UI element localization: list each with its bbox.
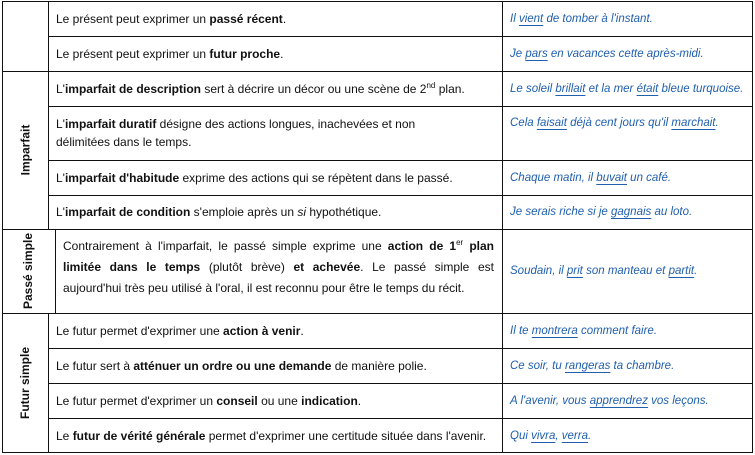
conjugated-verb: buvait [596,171,627,184]
section-label-imparfait: Imparfait [18,124,32,176]
section-label-futur-simple: Futur simple [18,346,33,420]
definition-cell: Le futur de vérité générale permet d'exprimer une certitude située dans l'avenir. [56,428,487,443]
conjugated-verb: partit [668,265,695,277]
definition-cell: Contrairement à l'imparfait, le passé simple exprime une action de 1er plan limitée dans le temps (plutôt brève) et achevée. Le passé simple est aujourd'hui très peu utilisé à l'oral, il est reconnu pour être le temps du récit. [63,238,495,295]
definition-cell: L'imparfait de condition s'emploie après un si hypothétique. [56,205,382,219]
example-cell: Qui vivra, verra. [510,429,592,442]
definition-cell: L'imparfait duratif désigne des actions longues, inachevées et non délimitées dans le temps. [56,117,416,149]
conjugated-verb: faisait [536,117,567,129]
example-cell: Chaque matin, il buvait un café. [510,171,672,184]
example-cell: Je serais riche si je gagnais au loto. [510,206,693,218]
example-cell: Cela faisait déjà cent jours qu'il marchait. [510,117,719,129]
conjugated-verb: gagnais [610,206,652,218]
definition-cell: L'imparfait de description sert à décrire un décor ou une scène de 2nd plan. [56,80,465,96]
definition-cell: Le futur sert à atténuer un ordre ou une demande de manière polie. [56,358,427,373]
conjugated-verb: verra [561,429,588,442]
example-cell: Je pars en vacances cette après-midi. [510,47,704,60]
conjugated-verb: vivra [531,429,556,442]
example-cell: A l'avenir, vous apprendrez vos leçons. [510,394,709,407]
conjugated-verb: vient [518,12,544,25]
conjugated-verb: pars [525,47,548,60]
definition-cell: Le futur permet d'exprimer un conseil ou une indication. [56,393,362,408]
definition-cell: L'imparfait d'habitude exprime des actions qui se répètent dans le passé. [56,170,453,185]
example-cell: Il te montrera comment faire. [510,324,658,337]
example-cell: Il vient de tomber à l'instant. [510,12,653,25]
conjugated-verb: montrera [531,324,578,337]
conjugated-verb: était [636,82,659,95]
conjugated-verb: apprendrez [589,394,648,407]
definition-cell: Le présent peut exprimer un futur proche. [56,46,284,61]
section-label-passe-simple: Passé simple [21,232,36,310]
definition-cell: Le présent peut exprimer un passé récent. [56,11,287,26]
conjugated-verb: rangeras [564,359,611,372]
example-cell: Soudain, il prit son manteau et partit. [510,265,698,277]
definition-cell: Le futur permet d'exprimer une action à venir. [56,323,304,338]
conjugated-verb: prit [566,265,583,277]
conjugated-verb: brillait [555,82,586,95]
conjugated-verb: marchait [671,117,716,129]
example-cell: Le soleil brillait et la mer était bleue turquoise. [510,82,744,95]
example-cell: Ce soir, tu rangeras ta chambre. [510,359,675,372]
